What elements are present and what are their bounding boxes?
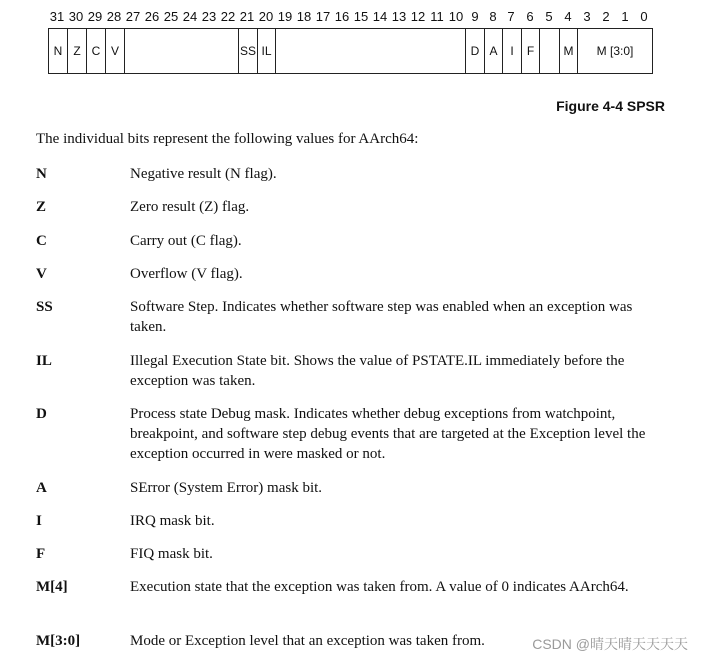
bit-number-21: 21 (239, 9, 255, 24)
bit-number-row (0, 8, 702, 26)
bit-number-8: 8 (489, 9, 497, 24)
bit-number-29: 29 (87, 9, 103, 24)
definition-description: SError (System Error) mask bit. (130, 480, 323, 496)
field-c: C (87, 29, 106, 73)
bit-number-6: 6 (526, 9, 534, 24)
definition-description: Mode or Exception level that an exception was taken from. (130, 633, 485, 649)
field-n: N (49, 29, 68, 73)
bit-number-18: 18 (296, 9, 312, 24)
definition-term: C (36, 233, 47, 249)
definition-term: Z (36, 199, 47, 215)
field-v: V (106, 29, 125, 73)
definition-term: I (36, 513, 42, 529)
field-z: Z (68, 29, 87, 73)
definition-description: Carry out (C flag). (130, 233, 242, 249)
field-i: I (503, 29, 522, 73)
definition-term: N (36, 166, 47, 182)
definition-description: Execution state that the exception was taken from. A value of 0 indicates AArch64. (130, 579, 629, 595)
bit-number-24: 24 (182, 9, 198, 24)
definition-description: Illegal Execution State bit. Shows the value of PSTATE.IL immediately before the exception was taken. (130, 353, 625, 389)
field-m3-0: M [3:0] (596, 44, 634, 58)
field-f: F (522, 29, 540, 73)
field-m4: M (560, 29, 578, 73)
bit-number-12: 12 (410, 9, 426, 24)
definition-term: IL (36, 353, 52, 369)
definition-description: Software Step. Indicates whether software step was enabled when an exception was taken. (130, 299, 633, 335)
bit-number-4: 4 (564, 9, 572, 24)
bit-number-27: 27 (125, 9, 141, 24)
definition-description: Process state Debug mask. Indicates whether debug exceptions from watchpoint, breakpoint, and software step debug events that are targeted at the Exception level the exception occurred in were masked or not. (130, 406, 646, 462)
field-d: D (466, 29, 485, 73)
definition-description: IRQ mask bit. (130, 513, 215, 529)
bit-number-1: 1 (621, 9, 629, 24)
bit-number-31: 31 (49, 9, 65, 24)
definition-term: D (36, 406, 47, 422)
bit-number-30: 30 (68, 9, 84, 24)
bit-number-9: 9 (471, 9, 479, 24)
bit-number-10: 10 (448, 9, 464, 24)
bit-number-3: 3 (583, 9, 591, 24)
intro-text: The individual bits represent the following values for AArch64: (36, 131, 419, 147)
definition-term: F (36, 546, 46, 562)
definition-description: FIQ mask bit. (130, 546, 213, 562)
spsr-register-diagram (48, 28, 653, 74)
bit-number-2: 2 (602, 9, 610, 24)
field-il: IL (258, 29, 276, 73)
bit-number-25: 25 (163, 9, 179, 24)
bit-number-22: 22 (220, 9, 236, 24)
field-reserved-high (125, 29, 239, 73)
bit-number-5: 5 (545, 9, 553, 24)
definition-description: Negative result (N flag). (130, 166, 277, 182)
field-reserved-mid (276, 29, 466, 73)
definition-term: M[3:0] (36, 633, 81, 649)
bit-number-19: 19 (277, 9, 293, 24)
definition-term: M[4] (36, 579, 68, 595)
definition-term: SS (36, 299, 53, 315)
bit-number-20: 20 (258, 9, 274, 24)
definition-term: A (36, 480, 47, 496)
bit-number-28: 28 (106, 9, 122, 24)
definition-term: V (36, 266, 47, 282)
bit-number-0: 0 (640, 9, 648, 24)
bit-number-15: 15 (353, 9, 369, 24)
field-a: A (485, 29, 503, 73)
bit-number-13: 13 (391, 9, 407, 24)
bit-number-11: 11 (430, 9, 444, 24)
bit-number-17: 17 (315, 9, 331, 24)
definition-description: Zero result (Z) flag. (130, 199, 250, 215)
figure-caption: Figure 4-4 SPSR (556, 98, 665, 114)
definition-description: Overflow (V flag). (130, 266, 243, 282)
bit-number-16: 16 (334, 9, 350, 24)
bit-number-26: 26 (144, 9, 160, 24)
bit-number-23: 23 (201, 9, 217, 24)
field-ss: SS (239, 29, 258, 73)
bit-number-14: 14 (372, 9, 388, 24)
field-reserved-low (540, 29, 560, 73)
watermark: CSDN @晴天晴天天天天 (532, 636, 688, 652)
bit-number-7: 7 (507, 9, 515, 24)
